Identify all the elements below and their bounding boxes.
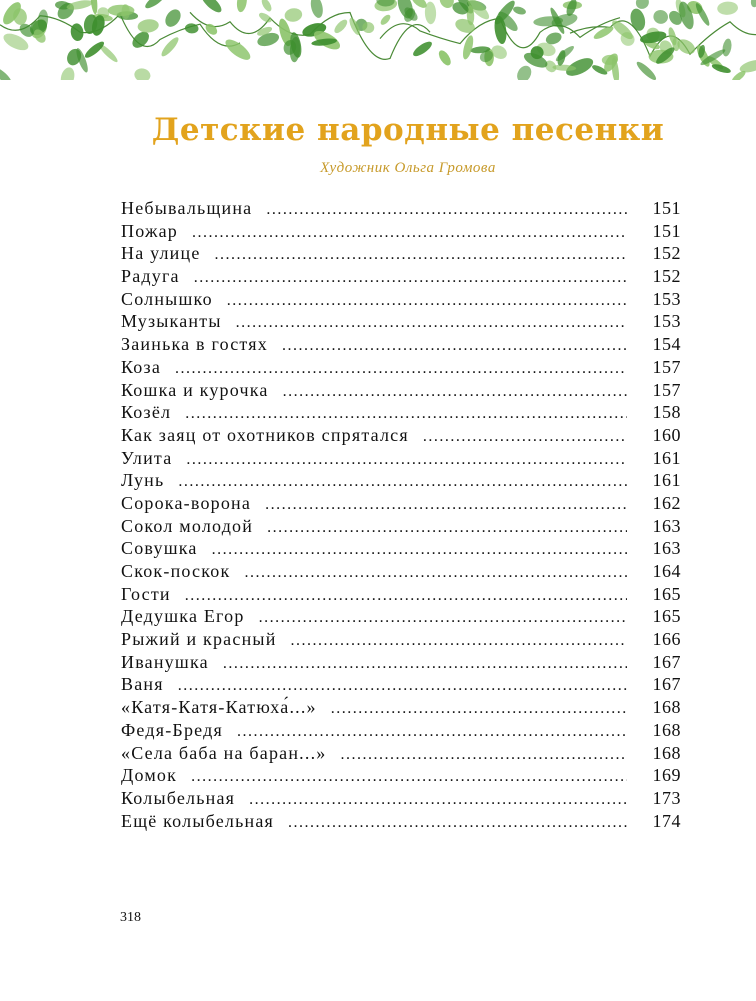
- toc-entry-page: 166: [652, 629, 681, 650]
- toc-entry-page: 168: [652, 719, 681, 740]
- toc-entry-page: 169: [652, 765, 681, 786]
- toc-entry[interactable]: [121, 220, 681, 243]
- leaf: [436, 48, 453, 67]
- toc-entry[interactable]: [121, 673, 681, 696]
- leaf: [721, 38, 733, 57]
- leaf: [379, 13, 392, 26]
- toc-entry[interactable]: [121, 605, 681, 628]
- leaf: [222, 36, 253, 64]
- leaf: [236, 0, 248, 13]
- leaf: [143, 0, 167, 11]
- dot-leader: [186, 449, 627, 472]
- toc-entry[interactable]: [121, 764, 681, 787]
- leaf: [204, 22, 220, 37]
- leaf: [70, 23, 85, 42]
- toc-entry-title: Солнышко: [121, 288, 213, 309]
- leaf: [260, 0, 274, 13]
- toc-entry[interactable]: [121, 265, 681, 288]
- toc-entry-title: Рыжий и красный: [121, 629, 277, 650]
- page-number: 318: [120, 910, 141, 925]
- leaf-border-illustration: [0, 0, 756, 80]
- dot-leader: [340, 744, 627, 767]
- toc-entry[interactable]: [121, 696, 681, 719]
- toc-entry[interactable]: [121, 333, 681, 356]
- toc-entry[interactable]: [121, 719, 681, 742]
- toc-entry-page: 174: [652, 810, 681, 831]
- dot-leader: [191, 766, 627, 789]
- toc-entry[interactable]: [121, 379, 681, 402]
- toc-entry-title: Небывальщина: [121, 198, 253, 218]
- toc-entry-title: Домок: [121, 765, 178, 786]
- dot-leader: [175, 358, 627, 381]
- toc-entry-title: Колыбельная: [121, 787, 236, 808]
- toc-entry[interactable]: [121, 810, 681, 833]
- toc-entry[interactable]: [121, 537, 681, 560]
- dot-leader: [244, 562, 627, 585]
- toc-entry-page: 161: [652, 470, 681, 491]
- toc-entry[interactable]: [121, 288, 681, 311]
- toc-entry-title: Федя-Бредя: [121, 719, 223, 740]
- dot-leader: [236, 312, 627, 335]
- toc-entry[interactable]: [121, 651, 681, 674]
- toc-entry-title: Совушка: [121, 538, 198, 559]
- dot-leader: [291, 630, 627, 653]
- leaf: [257, 11, 273, 24]
- toc-entry[interactable]: [121, 628, 681, 651]
- toc-entry-page: 168: [652, 742, 681, 763]
- toc-entry-title: Музыканты: [121, 311, 222, 332]
- dot-leader: [178, 675, 627, 698]
- toc-entry-title: Козёл: [121, 402, 172, 423]
- dot-leader: [212, 539, 627, 562]
- dot-leader: [283, 381, 627, 404]
- toc-entry-page: 160: [652, 424, 681, 445]
- toc-entry-title: Заинька в гостях: [121, 334, 268, 355]
- leaf: [309, 0, 325, 19]
- toc-entry-title: «Села баба на баран...»: [121, 742, 327, 763]
- toc-entry[interactable]: [121, 515, 681, 538]
- toc-entry-page: 154: [652, 334, 681, 355]
- toc-entry-title: На улице: [121, 243, 201, 264]
- dot-leader: [288, 812, 627, 835]
- section-title: Детские народные песенки: [151, 112, 665, 148]
- dot-leader: [194, 267, 627, 290]
- dot-leader: [237, 721, 627, 744]
- toc-entry-page: 165: [652, 583, 681, 604]
- toc-entry-title: Лунь: [121, 470, 165, 491]
- dot-leader: [227, 290, 627, 313]
- toc-entry-page: 153: [652, 288, 681, 309]
- toc-entry-title: Как заяц от охотников спрятался: [121, 424, 409, 445]
- leaf: [199, 0, 225, 15]
- toc-entry[interactable]: [121, 560, 681, 583]
- dot-leader: [185, 585, 627, 608]
- toc-entry-title: Кошка и курочка: [121, 379, 269, 400]
- toc-entry-page: 151: [652, 220, 681, 241]
- toc-entry-title: Ещё колыбельная: [121, 810, 275, 831]
- leaf: [332, 18, 349, 36]
- dot-leader: [215, 244, 627, 267]
- leaf: [59, 66, 77, 80]
- toc-entry-title: Улита: [121, 447, 173, 468]
- leaf: [512, 5, 527, 16]
- leaf: [461, 34, 475, 60]
- toc-entry-page: 173: [652, 787, 681, 808]
- leaf: [717, 1, 739, 16]
- dot-leader: [259, 607, 627, 630]
- dot-leader: [331, 698, 627, 721]
- toc-entry-title: Гости: [121, 583, 171, 604]
- toc-entry[interactable]: [121, 242, 681, 265]
- dot-leader: [178, 471, 627, 494]
- dot-leader: [267, 517, 627, 540]
- leaf: [411, 39, 434, 59]
- toc-entry[interactable]: [121, 197, 681, 220]
- toc-entry-page: 168: [652, 697, 681, 718]
- toc-entry-page: 167: [652, 651, 681, 672]
- toc-entry-page: 153: [652, 311, 681, 332]
- toc-entry-page: 162: [652, 492, 681, 513]
- toc-entry-page: 152: [652, 243, 681, 264]
- toc-entry[interactable]: [121, 787, 681, 810]
- toc-entry-title: Коза: [121, 356, 162, 377]
- toc-entry-title: Пожар: [121, 220, 178, 241]
- toc-entry-page: 152: [652, 266, 681, 287]
- leaf: [694, 2, 712, 27]
- toc-entry[interactable]: [121, 356, 681, 379]
- toc-entry-title: Сорока-ворона: [121, 492, 252, 513]
- toc-entry[interactable]: [121, 401, 681, 424]
- toc-entry[interactable]: [121, 424, 681, 447]
- leaf: [108, 5, 135, 16]
- toc-entry-page: 157: [652, 379, 681, 400]
- toc-entry-page: 157: [652, 356, 681, 377]
- toc-entry[interactable]: [121, 492, 681, 515]
- toc-entry[interactable]: [121, 310, 681, 333]
- toc-entry-title: Иванушка: [121, 651, 209, 672]
- toc-entry-title: Дедушка Егор: [121, 606, 245, 627]
- leaf: [0, 65, 14, 80]
- toc-entry-page: 163: [652, 515, 681, 536]
- toc-entry-page: 164: [652, 561, 681, 581]
- dot-leader: [223, 653, 627, 676]
- toc-entry-page: 167: [652, 674, 681, 695]
- toc-entry-title: Сокол молодой: [121, 515, 254, 536]
- leaf: [628, 7, 647, 32]
- toc-entry-page: 151: [652, 198, 681, 218]
- toc-entry-page: 163: [652, 538, 681, 559]
- toc-entry-title: Радуга: [121, 266, 180, 287]
- toc-entry-title: Скок-поскок: [121, 561, 231, 581]
- leaf: [137, 18, 160, 34]
- illustrator-credit: Художник Ольга Громова: [320, 160, 496, 176]
- dot-leader: [282, 335, 627, 358]
- leaf: [284, 7, 304, 23]
- toc-entry-page: 158: [652, 402, 681, 423]
- dot-leader: [185, 403, 627, 426]
- toc-entry-page: 165: [652, 606, 681, 627]
- dot-leader: [265, 494, 627, 517]
- table-of-contents: [121, 197, 681, 832]
- dot-leader: [249, 789, 627, 812]
- leaf: [750, 0, 756, 8]
- toc-entry[interactable]: [121, 469, 681, 492]
- dot-leader: [266, 199, 627, 222]
- leaf: [133, 67, 152, 80]
- leaf: [652, 8, 670, 25]
- leaf: [162, 7, 184, 30]
- toc-entry-page: 161: [652, 447, 681, 468]
- toc-entry[interactable]: [121, 742, 681, 765]
- toc-entry-title: «Катя-Катя-Катюха́...»: [121, 697, 317, 718]
- dot-leader: [423, 426, 627, 449]
- leaf: [635, 60, 659, 80]
- leaf: [514, 63, 534, 80]
- toc-entry[interactable]: [121, 583, 681, 606]
- toc-entry[interactable]: [121, 447, 681, 470]
- dot-leader: [192, 222, 627, 245]
- toc-entry-title: Ваня: [121, 674, 164, 695]
